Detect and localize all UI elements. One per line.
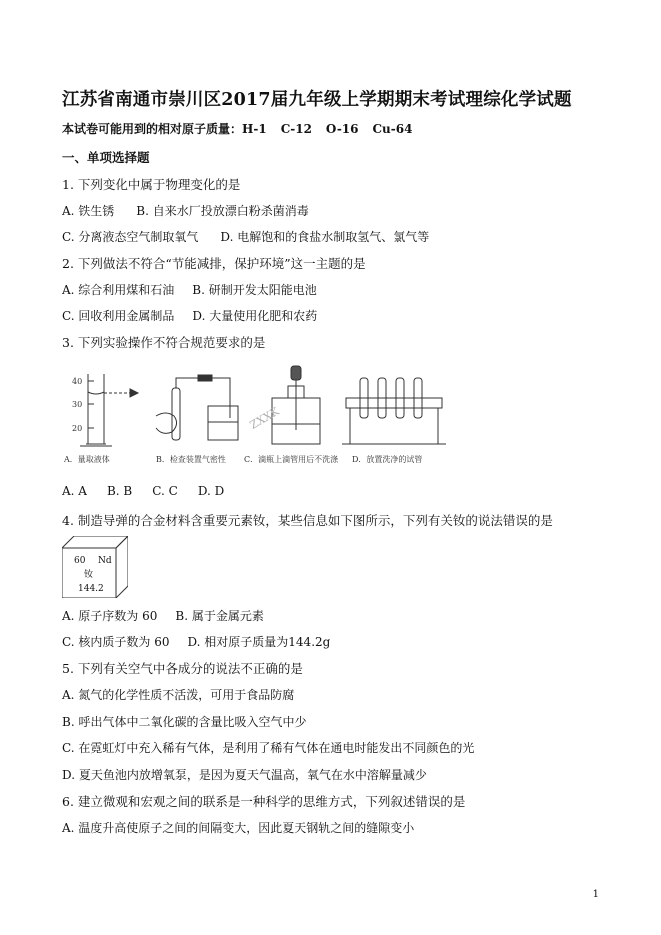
tick-label: 30 <box>72 400 83 409</box>
question-2-options-row-2 <box>62 307 339 324</box>
question-5-stem: 5. 下列有关空气中各成分的说法不正确的是 <box>62 661 303 676</box>
page-number: 1 <box>592 889 599 900</box>
q3-option-b: B. B <box>106 484 133 498</box>
tick-label: 20 <box>72 424 83 433</box>
q4-option-c: C. 核内质子数为 60 <box>62 635 170 649</box>
note-item: O-16 <box>325 122 359 136</box>
q2-option-a: A. 综合利用煤和石油 <box>62 283 175 297</box>
watermark: ZXXK <box>247 404 282 432</box>
note-item: C-12 <box>280 122 312 136</box>
q2-option-c: C. 回收利用金属制品 <box>62 309 175 323</box>
page-title: 江苏省南通市崇川区2017届九年级上学期期末考试理综化学试题 <box>62 90 572 110</box>
q1-option-b: B. 自来水厂投放漂白粉杀菌消毒 <box>136 204 309 218</box>
q4-option-a: A. 原子序数为 60 <box>62 609 158 623</box>
q4-option-b: B. 属于金属元素 <box>175 609 264 623</box>
question-1-stem: 1. 下列变化中属于物理变化的是 <box>62 177 241 192</box>
figure-a-graduated-cylinder <box>80 374 138 446</box>
note-item: H-1 <box>242 122 267 136</box>
figure-c-dropper-bottle <box>272 366 320 444</box>
q5-option-a: A. 氮气的化学性质不活泼，可用于食品防腐 <box>62 688 295 702</box>
note-prefix: 本试卷可能用到的相对原子质量： <box>62 122 243 136</box>
q6-option-a: A. 温度升高使原子之间的间隔变大，因此夏天钢轨之间的缝隙变小 <box>62 821 415 835</box>
figure-caption-c: C．滴瓶上滴管用后不洗涤 <box>244 455 339 464</box>
question-4-options-row-2 <box>62 633 352 650</box>
question-1-options-row-2 <box>62 228 451 245</box>
q5-option-d: D. 夏天鱼池内放增氧泵，是因为夏天气温高，氧气在水中溶解量减少 <box>62 768 427 782</box>
q2-option-b: B. 研制开发太阳能电池 <box>192 283 317 297</box>
figure-caption-d: D．放置洗净的试管 <box>352 455 423 464</box>
q2-option-d: D. 大量使用化肥和农药 <box>192 309 318 323</box>
atomic-mass-note <box>62 120 426 137</box>
note-item: Cu-64 <box>372 122 413 136</box>
element-card-neodymium <box>62 536 128 598</box>
figure-caption-a: A．量取液体 <box>64 455 110 464</box>
element-mass: 144.2 <box>78 584 104 594</box>
question-3-stem: 3. 下列实验操作不符合规范要求的是 <box>62 335 266 350</box>
question-2-stem: 2. 下列做法不符合“节能减排，保护环境”这一主题的是 <box>62 256 366 271</box>
element-symbol: Nd <box>98 556 112 566</box>
figure-b-airtightness-check <box>156 375 238 440</box>
figure-caption-b: B．检查装置气密性 <box>156 455 226 464</box>
lab-operations-figure <box>60 356 452 468</box>
question-4-options-row-1 <box>62 607 286 624</box>
q4-option-d: D. 相对原子质量为144.2g <box>187 635 331 649</box>
q3-option-a: A. A <box>62 484 87 498</box>
q1-option-a: A. 铁生锈 <box>62 204 115 218</box>
figure-d-test-tube-rack <box>342 378 446 444</box>
q1-option-c: C. 分离液态空气制取氧气 <box>62 230 199 244</box>
question-3-options <box>62 484 224 498</box>
element-number: 60 <box>74 556 86 566</box>
q3-option-c: C. C <box>152 484 178 498</box>
question-6-stem: 6. 建立微观和宏观之间的联系是一种科学的思维方式，下列叙述错误的是 <box>62 794 466 809</box>
q5-option-c: C. 在霓虹灯中充入稀有气体，是利用了稀有气体在通电时能发出不同颜色的光 <box>62 741 475 755</box>
section-heading: 一、单项选择题 <box>62 150 150 165</box>
tick-label: 40 <box>72 377 83 386</box>
q5-option-b: B. 呼出气体中二氧化碳的含量比吸入空气中少 <box>62 715 307 729</box>
question-4-stem: 4. 制造导弹的合金材料含重要元素钕，某些信息如下图所示，下列有关钕的说法错误的是 <box>62 513 553 528</box>
q3-option-d: D. D <box>197 484 225 498</box>
question-1-options-row-1 <box>62 202 331 219</box>
q1-option-d: D. 电解饱和的食盐水制取氢气、氯气等 <box>220 230 430 244</box>
question-2-options-row-1 <box>62 281 339 298</box>
element-name: 钕 <box>84 570 94 580</box>
